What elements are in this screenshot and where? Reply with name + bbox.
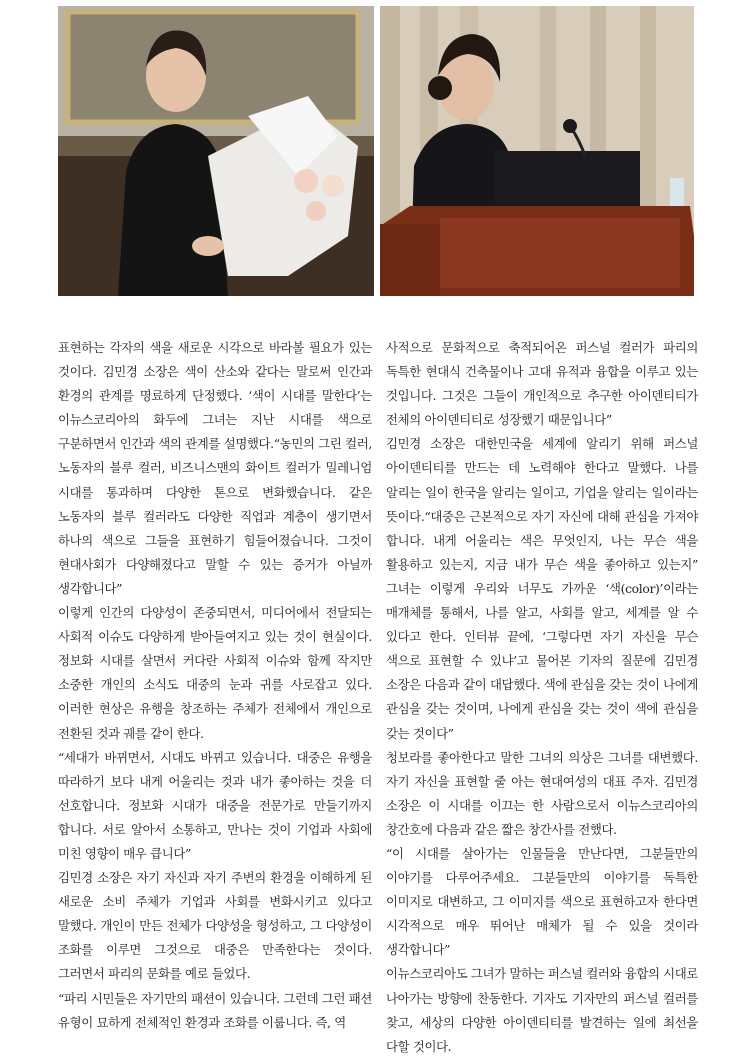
paragraph: “이 시대를 살아가는 인물들을 만난다면, 그분들만의 이야기를 다루어주세요. 그분들만의 이야기를 독특한 이미지로 대변하고, 그 이미지를 색으로 표현하고자 한다면 시각적으로 매우 뛰어난 매체가 될 수 있을 것이라 생각합니다” xyxy=(386,845,698,958)
podium-photo-illustration xyxy=(380,6,694,296)
paragraph: 청보라를 좋아한다고 말한 그녀의 의상은 그녀를 대변했다. 자기 자신을 표현할 줄 아는 현대여성의 대표 주자. 김민경 소장은 이 시대를 이끄는 한 사람으로서 이뉴스코리아의 창간호에 다음과 같은 짧은 창간사를 전했다. xyxy=(386,749,698,837)
paragraph: 사적으로 문화적으로 축적되어온 퍼스널 컬러가 파리의 독특한 현대식 건축물이나 고대 유적과 융합을 이루고 있는 것입니다. 그것은 그들이 개인적으로 추구한 아이덴티티가 전체의 아이덴티티로 성장했기 때문입니다” xyxy=(386,340,698,428)
bouquet-photo-illustration xyxy=(58,6,374,296)
paragraph: 표현하는 각자의 색을 새로운 시각으로 바라볼 필요가 있는 것이다. 김민경 소장은 색이 산소와 같다는 말로써 인간과 환경의 관계를 명료하게 단정했다. ‘색이 시대를 말한다’는 이뉴스코리아의 화두에 그녀는 지난 시대를 색으로 구분하면서 인간과 색의 관계를 설명했다.“농민의 그린 컬러, 노동자의 블루 컬러, 비즈니스맨의 화이트 컬러가 밀레니엄 시대를 통과하며 다양한 톤으로 변화했습니다. 같은 노동자의 블루 컬러라도 다양한 직업과 계층이 생기면서 하나의 색으로 그들을 표현하기 힘들어졌습니다. 그것이 현대사회가 다양해졌다고 말할 수 있는 증거가 아닐까 생각합니다” xyxy=(58,340,372,596)
paragraph: “세대가 바뀌면서, 시대도 바뀌고 있습니다. 대중은 유행을 따라하기 보다 내게 어울리는 것과 내가 좋아하는 것을 더 선호합니다. 정보화 시대가 대중을 전문가로 만들기까지 합니다. 서로 알아서 소통하고, 만나는 것이 기업과 사회에 미친 영향이 매우 큽니다” xyxy=(58,749,372,861)
paragraph: 이렇게 인간의 다양성이 존중되면서, 미디어에서 전달되는 사회적 이슈도 다양하게 받아들여지고 있는 것이 현실이다. 정보화 시대를 살면서 커다란 사회적 이슈와 함께 작지만 소중한 개인의 소식도 대중의 눈과 귀를 사로잡고 있다. 이러한 현상은 유행을 창조하는 주체가 전체에서 개인으로 전환된 것과 궤를 같이 한다. xyxy=(58,605,372,741)
article-column-right xyxy=(386,336,698,1059)
paragraph: 김민경 소장은 대한민국을 세계에 알리기 위해 퍼스널 아이덴티티를 만드는 데 노력해야 한다고 말했다. 나를 알리는 일이 한국을 알리는 일이고, 기업을 알리는 일이라는 뜻이다.“대중은 근본적으로 자기 자신에 대해 관심을 가져야 합니다. 내게 어울리는 색은 무엇인지, 나는 무슨 색을 활용하고 있는지, 지금 내가 무슨 색을 좋아하고 있는지” 그녀는 이렇게 우리와 너무도 가까운 ‘색(color)’이라는 매개체를 통해서, 나를 알고, 사회를 알고, 세계를 알 수 있다고 한다. 인터뷰 끝에, ‘그렇다면 자기 자신을 무슨 색으로 표현할 수 있냐’고 물어본 기자의 질문에 김민경 소장은 다음과 같이 대답했다. 색에 관심을 갖는 것이 나에게 관심을 갖는 것이며, 나에게 관심을 갖는 것이 색에 관심을 갖는 것이다” xyxy=(386,436,698,741)
article-column-left xyxy=(58,336,372,1035)
paragraph: 이뉴스코리아도 그녀가 말하는 퍼스널 컬러와 융합의 시대로 나아가는 방향에 찬동한다. 기자도 기자만의 퍼스널 컬러를 찾고, 세상의 다양한 아이덴티티를 발견하는 일에 최선을 다할 것이다. xyxy=(386,966,699,1054)
photo-podium xyxy=(380,6,694,296)
paragraph: “파리 시민들은 자기만의 패션이 있습니다. 그런데 그런 패션 유형이 묘하게 전체적인 환경과 조화를 이룹니다. 즉, 역 xyxy=(58,990,372,1030)
photo-bouquet xyxy=(58,6,374,296)
paragraph: 김민경 소장은 자기 자신과 자기 주변의 환경을 이해하게 된 새로운 소비 주체가 기업과 사회를 변화시키고 있다고 말했다. 개인이 만든 전체가 다양성을 형성하고, 그 다양성이 조화를 이루면 그것으로 대중은 만족한다는 것이다. 그러면서 파리의 문화를 예로 들었다. xyxy=(58,870,372,982)
